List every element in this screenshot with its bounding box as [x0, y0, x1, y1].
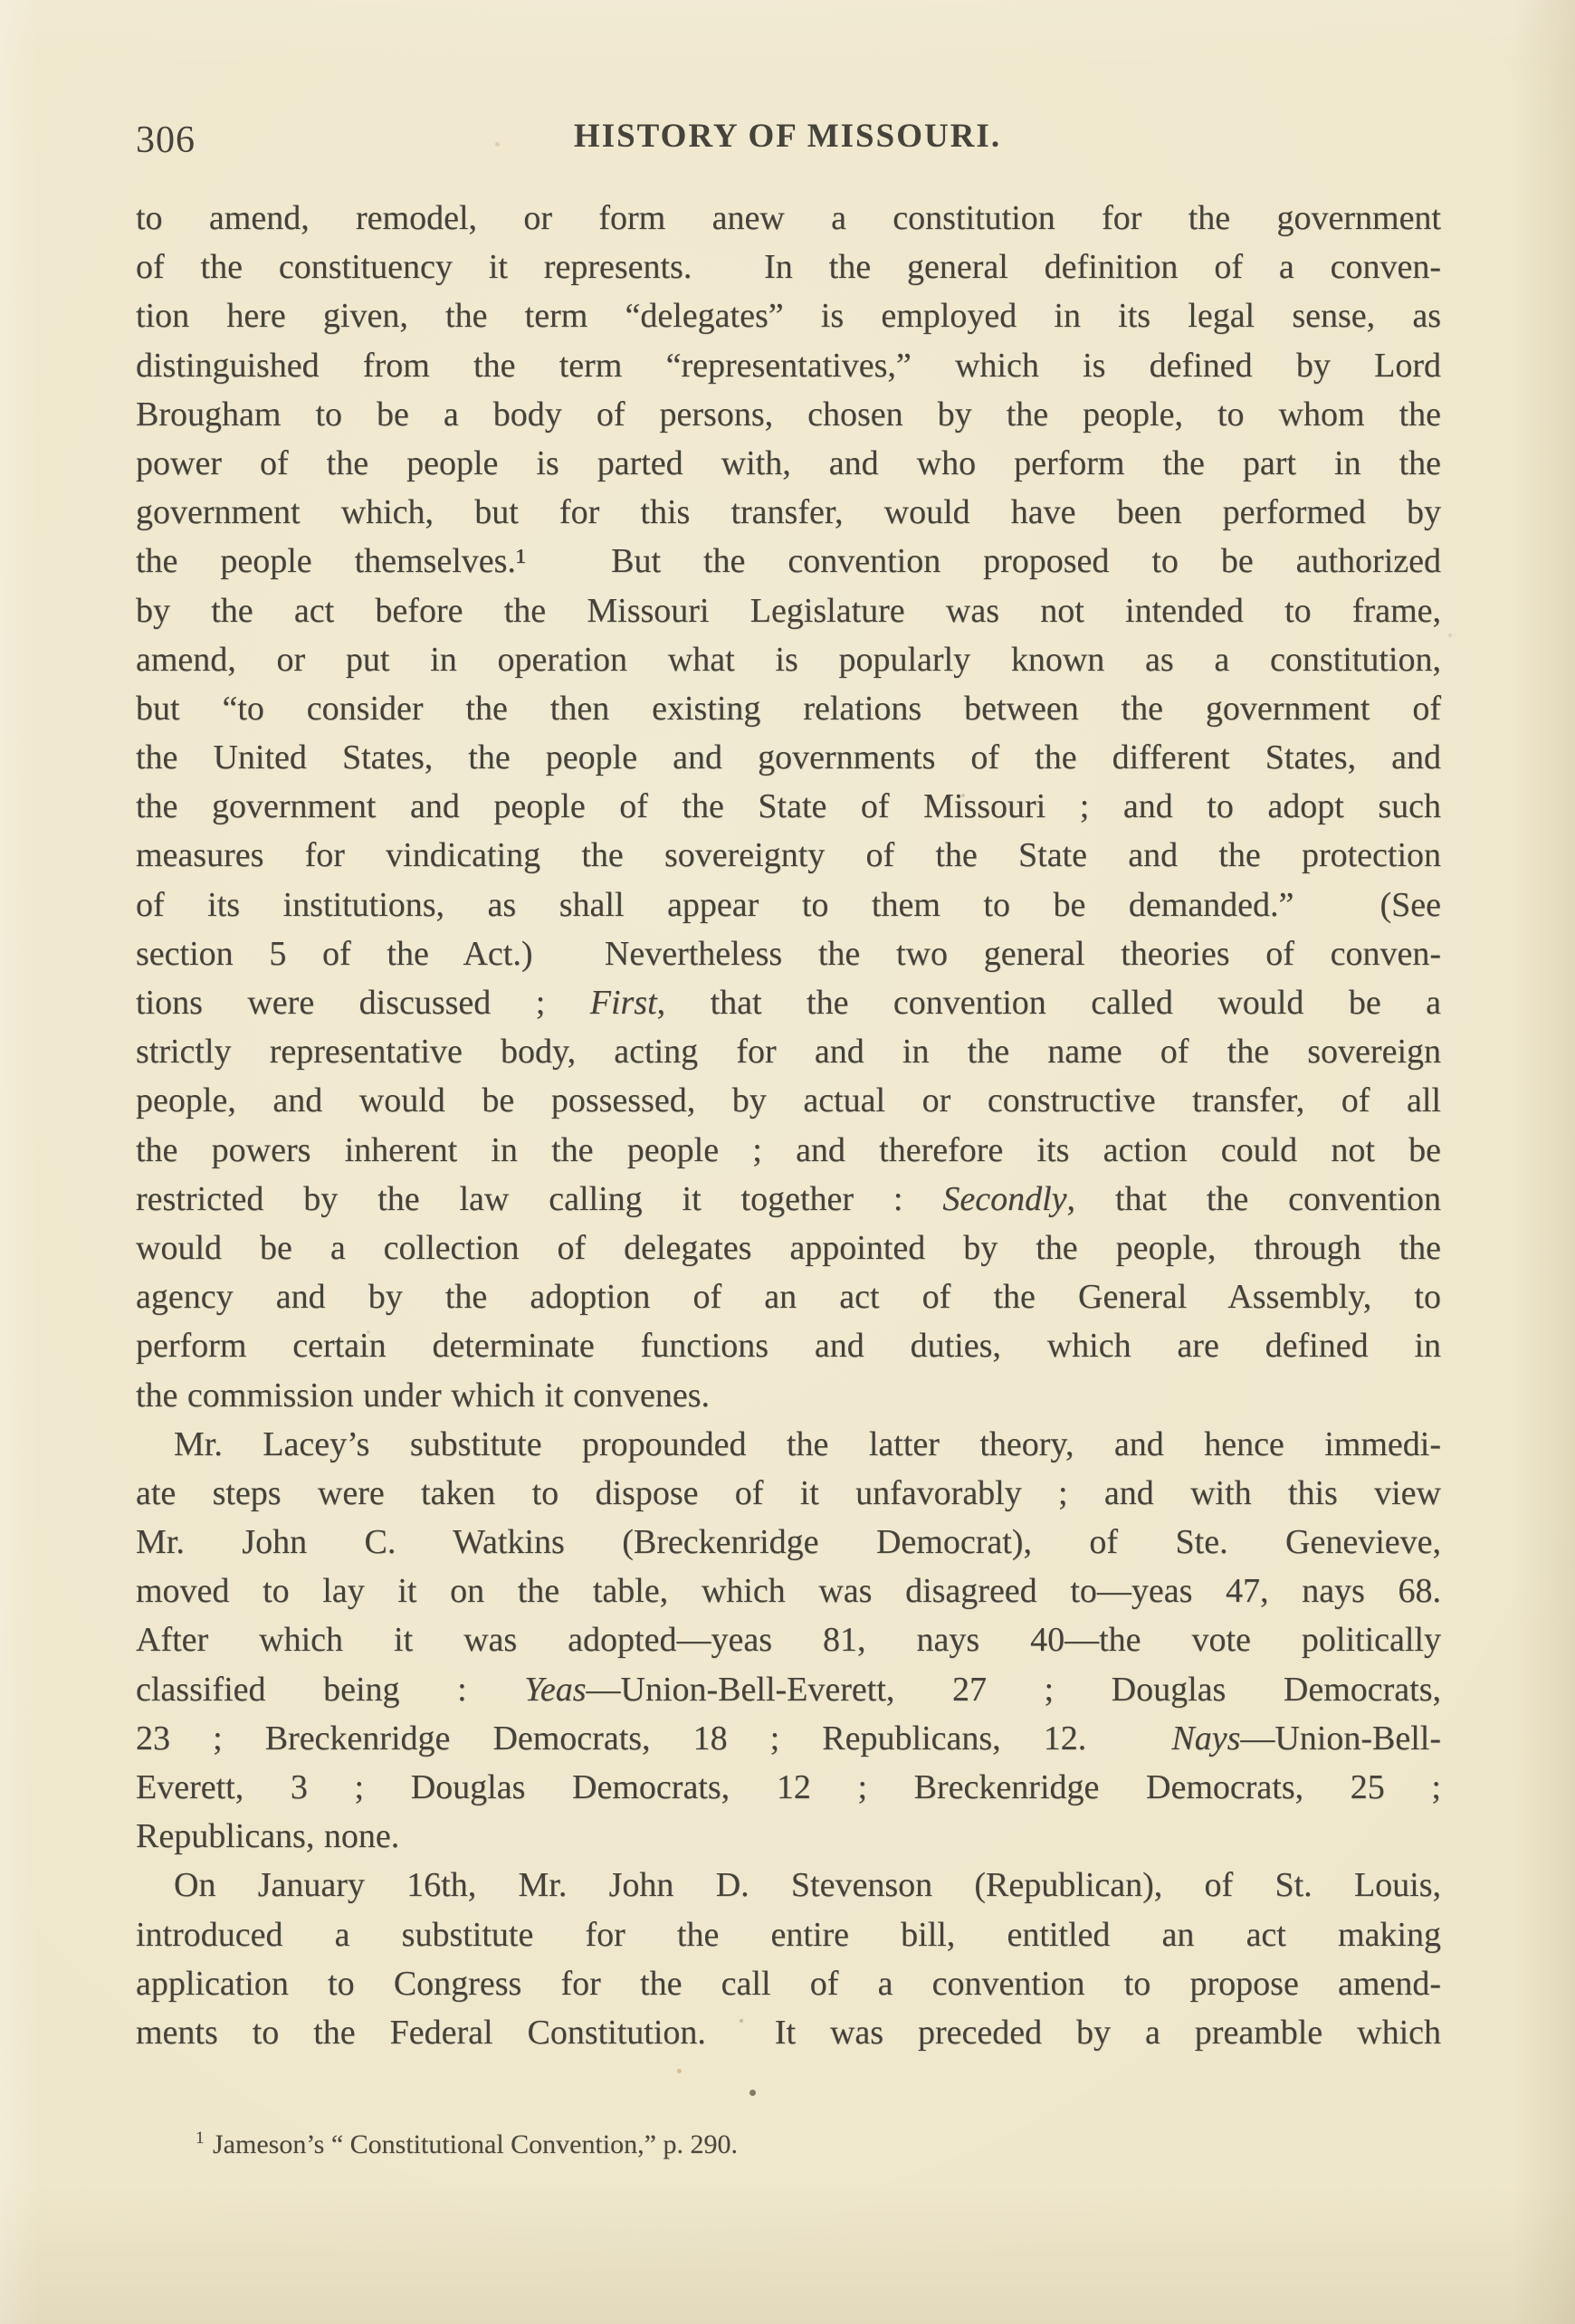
- text-line: [136, 1175, 1441, 1224]
- text-run: to amend, remodel, or form anew a constitution for the government: [136, 199, 1441, 237]
- text-line: [136, 1371, 1441, 1420]
- text-line: [136, 194, 1441, 243]
- footnote-marker: 1: [196, 2129, 206, 2148]
- text-run: 23 ; Breckenridge Democrats, 18 ; Republicans, 12.: [136, 1719, 1172, 1757]
- text-run: of its institutions, as shall appear to them to be demanded.” (See: [136, 885, 1441, 924]
- text-run: ate steps were taken to dispose of it unfavorably ; and with this view: [136, 1473, 1441, 1512]
- text-run: Mr. Lacey’s substitute propounded the latter theory, and hence immedi-: [174, 1424, 1441, 1463]
- text-run: , that the convention: [1066, 1179, 1441, 1218]
- text-line: [136, 733, 1441, 782]
- text-run: perform certain determinate functions and duties, which are defined in: [136, 1327, 1441, 1366]
- text-line: [136, 1567, 1441, 1615]
- text-run: the people themselves.¹ But the convention proposed to be authorized: [136, 542, 1441, 581]
- paper-speck: [1448, 633, 1452, 637]
- paper-speck: [495, 142, 500, 147]
- italic-text-run: Secondly: [942, 1179, 1067, 1218]
- text-line: [136, 684, 1441, 733]
- text-run: would be a collection of delegates appointed by the people, through the: [136, 1228, 1441, 1267]
- text-line: [136, 291, 1441, 340]
- italic-text-run: Yeas: [524, 1670, 587, 1709]
- text-run: On January 16th, Mr. John D. Stevenson (Republican), of St. Louis,: [174, 1866, 1441, 1905]
- text-line: [136, 439, 1441, 488]
- text-run: distinguished from the term “representatives,” which is defined by Lord: [136, 346, 1441, 385]
- text-run: Republicans, none.: [136, 1817, 400, 1856]
- text-run: restricted by the law calling it together :: [136, 1179, 943, 1218]
- text-line: [136, 881, 1441, 929]
- text-line: [136, 635, 1441, 684]
- text-run: section 5 of the Act.) Nevertheless the two general theories of conven-: [136, 934, 1441, 973]
- paper-speck: [367, 1330, 370, 1334]
- text-run: strictly representative body, acting for and in the name of the sovereign: [136, 1033, 1441, 1072]
- text-line: [136, 586, 1441, 635]
- text-line: [136, 1615, 1441, 1664]
- text-line: [136, 1763, 1441, 1812]
- paper-speck: [961, 794, 965, 797]
- text-run: —Union-Bell-: [1240, 1719, 1441, 1757]
- text-run: the United States, the people and governments of the different States, and: [136, 738, 1441, 777]
- text-line: [136, 1272, 1441, 1321]
- text-line: [136, 1665, 1441, 1714]
- text-run: measures for vindicating the sovereignty of the State and the protection: [136, 836, 1441, 875]
- text-line: [136, 978, 1441, 1027]
- text-line: [136, 929, 1441, 978]
- text-run: ments to the Federal Constitution. It was preceded by a preamble which: [136, 2013, 1441, 2052]
- text-line: [136, 1321, 1441, 1370]
- page-number: 306: [136, 119, 196, 161]
- text-run: tion here given, the term “delegates” is employed in its legal sense, as: [136, 297, 1441, 336]
- text-run: Everett, 3 ; Douglas Democrats, 12 ; Breckenridge Democrats, 25 ;: [136, 1768, 1441, 1806]
- text-line: [136, 390, 1441, 439]
- text-run: the powers inherent in the people ; and therefore its action could not be: [136, 1130, 1441, 1169]
- text-line: [136, 1861, 1441, 1910]
- text-line: [136, 2008, 1441, 2057]
- text-run: the government and people of the State of Missouri ; and to adopt such: [136, 787, 1441, 826]
- footnote: [196, 2129, 738, 2161]
- text-run: classified being :: [136, 1670, 525, 1709]
- text-run: introduced a substitute for the entire bill, entitled an act making: [136, 1915, 1441, 1954]
- text-run: but “to consider the then existing relations between the government of: [136, 689, 1441, 728]
- body-text: [136, 194, 1441, 2057]
- text-line: [136, 1714, 1441, 1763]
- text-line: [136, 1910, 1441, 1959]
- text-run: , that the convention called would be a: [656, 984, 1441, 1022]
- text-run: tions were discussed ;: [136, 984, 590, 1022]
- footnote-text: Jameson’s “ Constitutional Convention,” p. 290.: [213, 2129, 738, 2159]
- text-line: [136, 488, 1441, 537]
- text-run: —Union-Bell-Everett, 27 ; Douglas Democrats,: [586, 1670, 1441, 1709]
- text-line: [136, 243, 1441, 291]
- text-run: the commission under which it convenes.: [136, 1376, 710, 1414]
- text-run: by the act before the Missouri Legislature was not intended to frame,: [136, 591, 1441, 630]
- running-head: HISTORY OF MISSOURI.: [573, 118, 1002, 155]
- text-line: [136, 1224, 1441, 1272]
- text-line: [136, 1027, 1441, 1076]
- text-line: [136, 537, 1441, 586]
- text-line: [136, 1469, 1441, 1518]
- text-run: people, and would be possessed, by actual or constructive transfer, of all: [136, 1081, 1441, 1120]
- text-run: agency and by the adoption of an act of the General Assembly, to: [136, 1278, 1441, 1317]
- text-line: [136, 1420, 1441, 1469]
- text-line: [136, 1126, 1441, 1175]
- italic-text-run: Nays: [1171, 1719, 1241, 1757]
- text-line: [136, 1812, 1441, 1861]
- text-run: Mr. John C. Watkins (Breckenridge Democrat), of Ste. Genevieve,: [136, 1523, 1441, 1562]
- text-run: power of the people is parted with, and who perform the part in the: [136, 443, 1441, 482]
- text-run: amend, or put in operation what is popularly known as a constitution,: [136, 640, 1441, 679]
- italic-text-run: First: [589, 984, 657, 1022]
- text-line: [136, 1518, 1441, 1567]
- paper-speck: [740, 2019, 743, 2023]
- text-run: After which it was adopted—yeas 81, nays 40—the vote politically: [136, 1621, 1441, 1660]
- text-line: [136, 782, 1441, 831]
- text-run: government which, but for this transfer, would have been performed by: [136, 493, 1441, 532]
- text-line: [136, 341, 1441, 390]
- text-line: [136, 1076, 1441, 1125]
- text-run: Brougham to be a body of persons, chosen by the people, to whom the: [136, 395, 1441, 433]
- text-line: [136, 1959, 1441, 2008]
- paper-speck: [677, 2069, 682, 2073]
- text-run: application to Congress for the call of a convention to propose amend-: [136, 1964, 1441, 2003]
- text-run: of the constituency it represents. In the general definition of a conven-: [136, 248, 1441, 287]
- text-line: [136, 831, 1441, 880]
- text-run: moved to lay it on the table, which was disagreed to—yeas 47, nays 68.: [136, 1572, 1441, 1611]
- ink-speck: [749, 2090, 756, 2096]
